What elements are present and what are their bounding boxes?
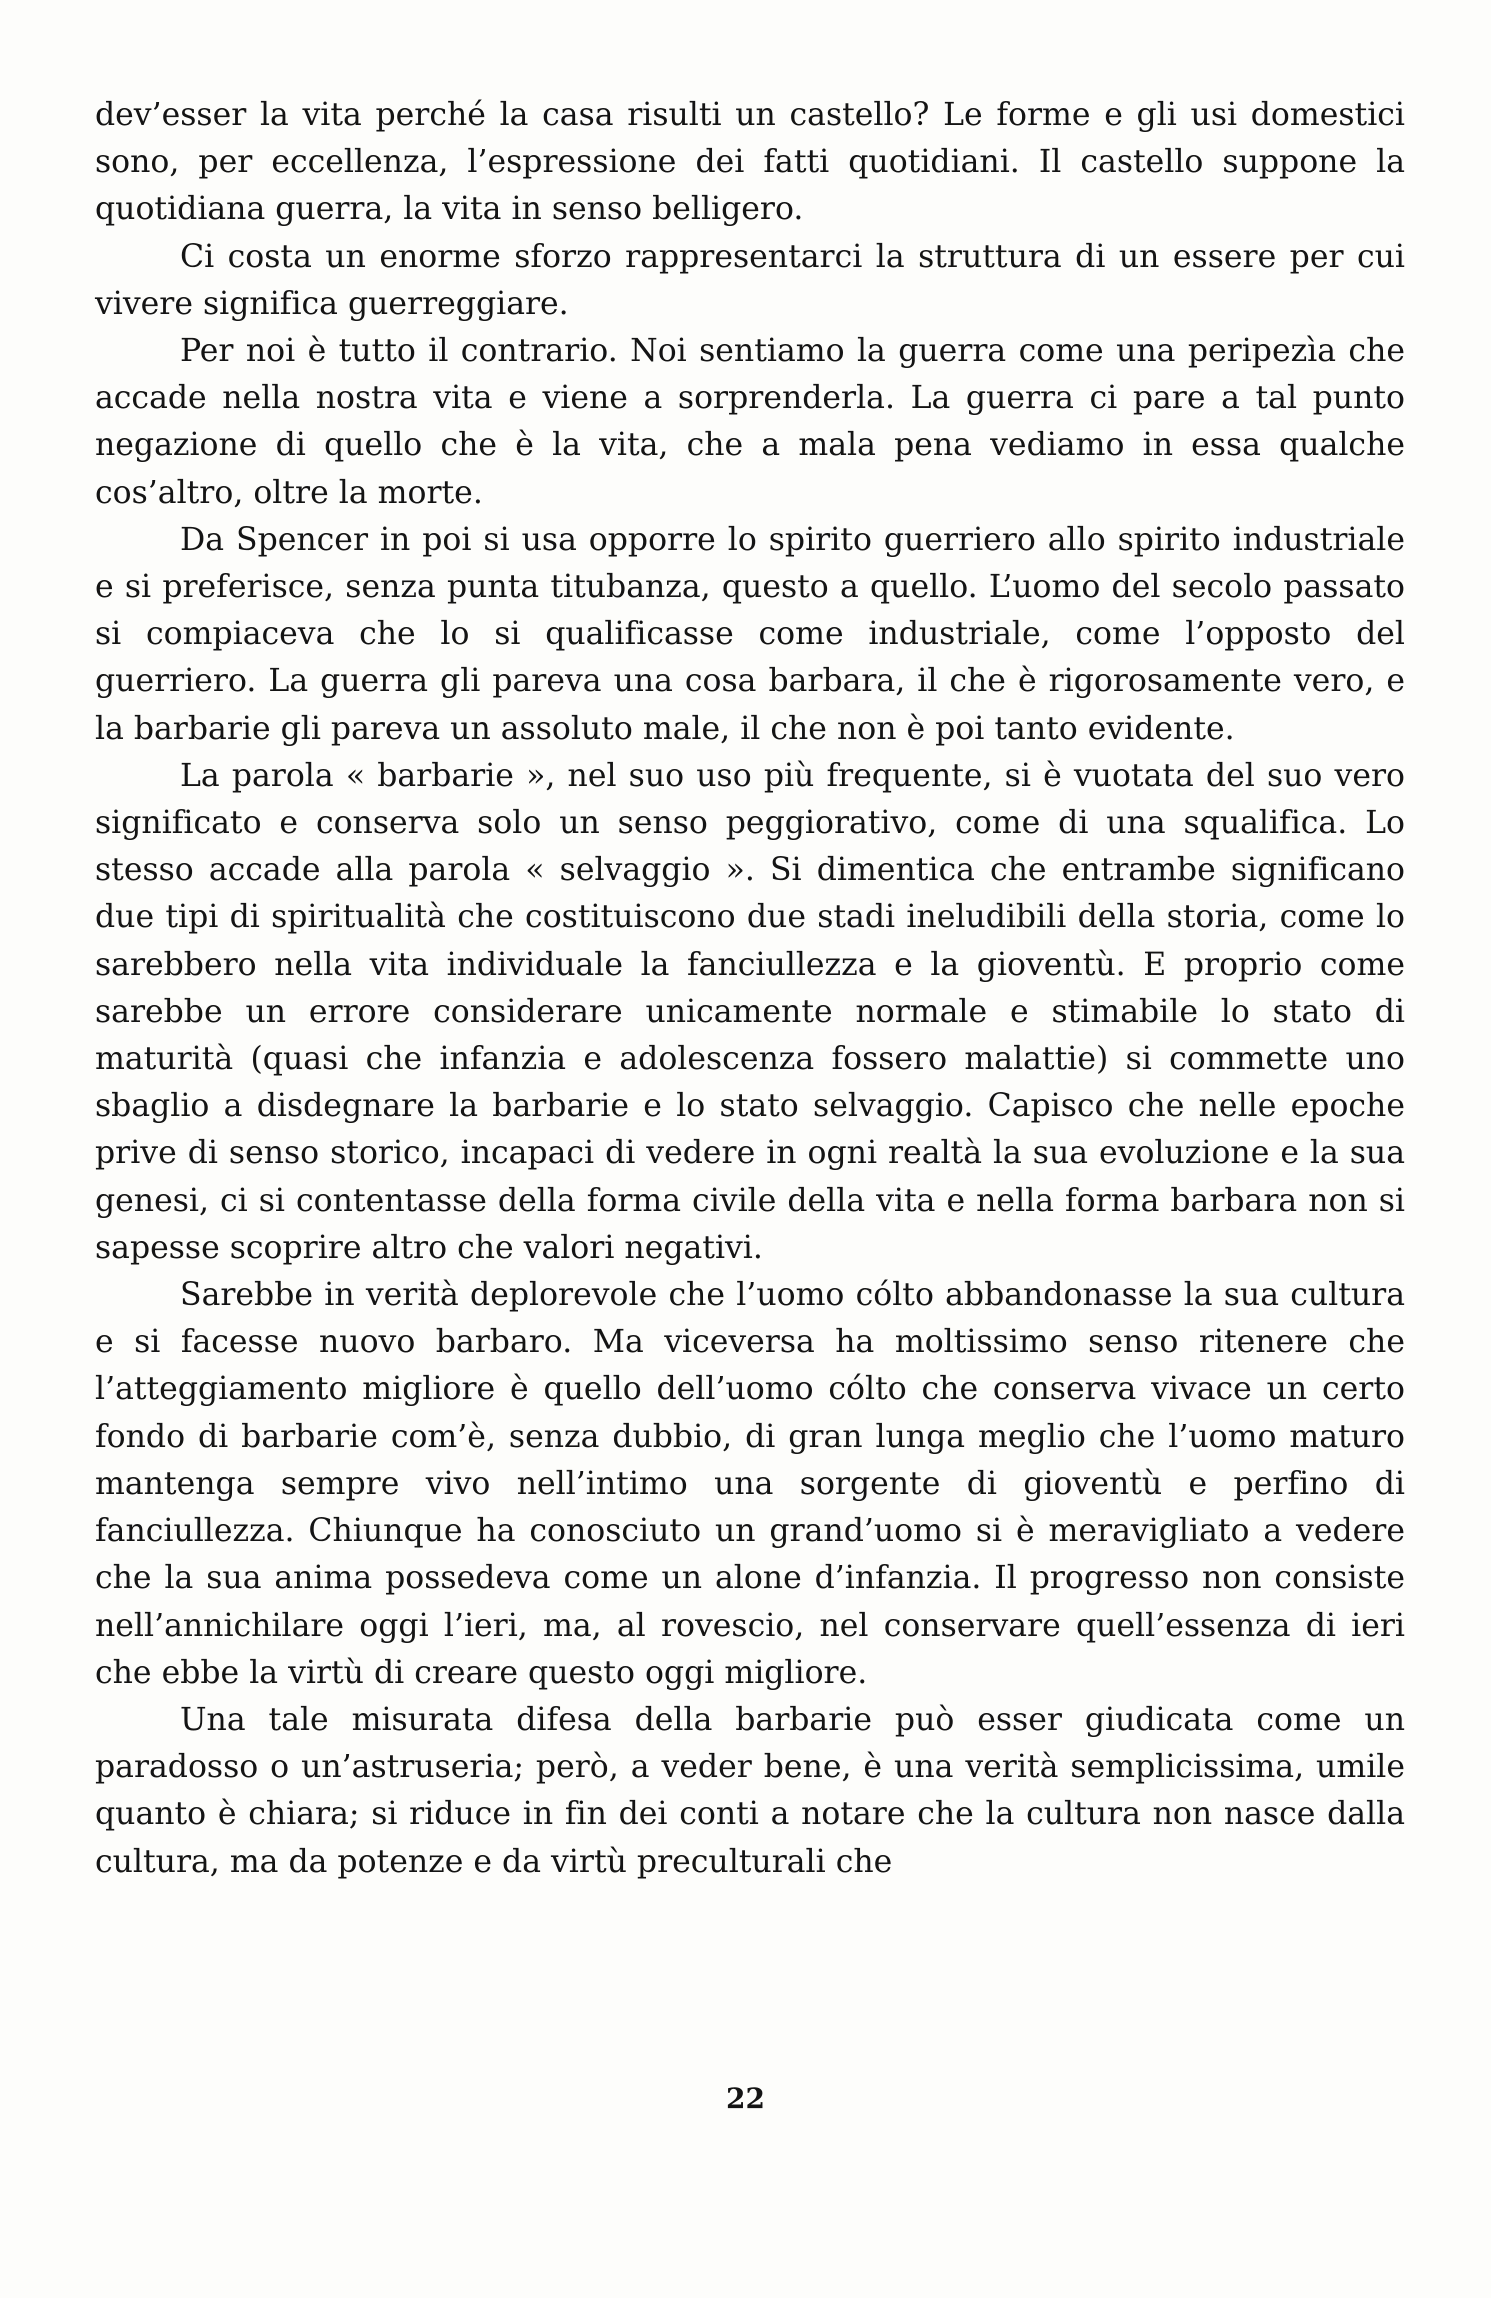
paragraph-7: Una tale misurata difesa della barbarie può esser giudicata come un paradosso o un’astruseria; però, a veder bene, è una verità semplicissima, umile quanto è chiara; si riduce in fin dei conti a notare che la cultura non nasce dalla cultura, ma da potenze e da virtù preculturali che	[95, 1701, 1405, 1880]
paragraph-1: dev’esser la vita perché la casa risulti un castello? Le forme e gli usi domestici sono, per eccellenza, l’espressione dei fatti quotidiani. Il castello suppone la quotidiana guerra, la vita in senso belligero.	[95, 97, 1405, 228]
paragraph-4: Da Spencer in poi si usa opporre lo spirito guerriero allo spirito industriale e si preferisce, senza punta titubanza, questo a quello. L’uomo del secolo passato si compiaceva che lo si qualificasse come industriale, come l’opposto del guerriero. La guerra gli pareva una cosa barbara, il che è rigorosamente vero, e la barbarie gli pareva un assoluto male, il che non è poi tanto evidente.	[95, 521, 1405, 747]
paragraph-6: Sarebbe in verità deplorevole che l’uomo cólto abbandonasse la sua cultura e si facesse nuovo barbaro. Ma viceversa ha moltissimo senso ritenere che l’atteggiamento migliore è quello dell’uomo cólto che conserva vivace un certo fondo di barbarie com’è, senza dubbio, di gran lunga meglio che l’uomo maturo mantenga sempre vivo nell’intimo una sorgente di gioventù e perfino di fanciullezza. Chiunque ha conosciuto un grand’uomo si è meravigliato a vedere che la sua anima possedeva come un alone d’infanzia. Il progresso non consiste nell’annichilare oggi l’ieri, ma, al rovescio, nel conservare quell’essenza di ieri che ebbe la virtù di creare questo oggi migliore.	[95, 1277, 1405, 1691]
paragraph-5: La parola « barbarie », nel suo uso più frequente, si è vuotata del suo vero significato e conserva solo un senso peggiorativo, come di una squalifica. Lo stesso accade alla parola « selvaggio ». Si dimentica che entrambe significano due tipi di spiritualità che costituiscono due stadi ineludibili della storia, come lo sarebbero nella vita individuale la fanciullezza e la gioventù. E proprio come sarebbe un errore considerare unicamente normale e stimabile lo stato di maturità (quasi che infanzia e adolescenza fossero malattie) si commette uno sbaglio a disdegnare la barbarie e lo stato selvaggio. Capisco che nelle epoche prive di senso storico, incapaci di vedere in ogni realtà la sua evoluzione e la sua genesi, ci si contentasse della forma civile della vita e nella forma barbara non si sapesse scoprire altro che valori negativi.	[95, 757, 1405, 1266]
body-text	[95, 92, 1405, 1886]
paragraph-2: Ci costa un enorme sforzo rappresentarci la struttura di un essere per cui vivere significa guerreggiare.	[95, 238, 1405, 322]
paragraph-3: Per noi è tutto il contrario. Noi sentiamo la guerra come una peripezìa che accade nella nostra vita e viene a sorprenderla. La guerra ci pare a tal punto negazione di quello che è la vita, che a mala pena vediamo in essa qualche cos’altro, oltre la morte.	[95, 333, 1405, 511]
page-number: 22	[726, 2082, 765, 2115]
